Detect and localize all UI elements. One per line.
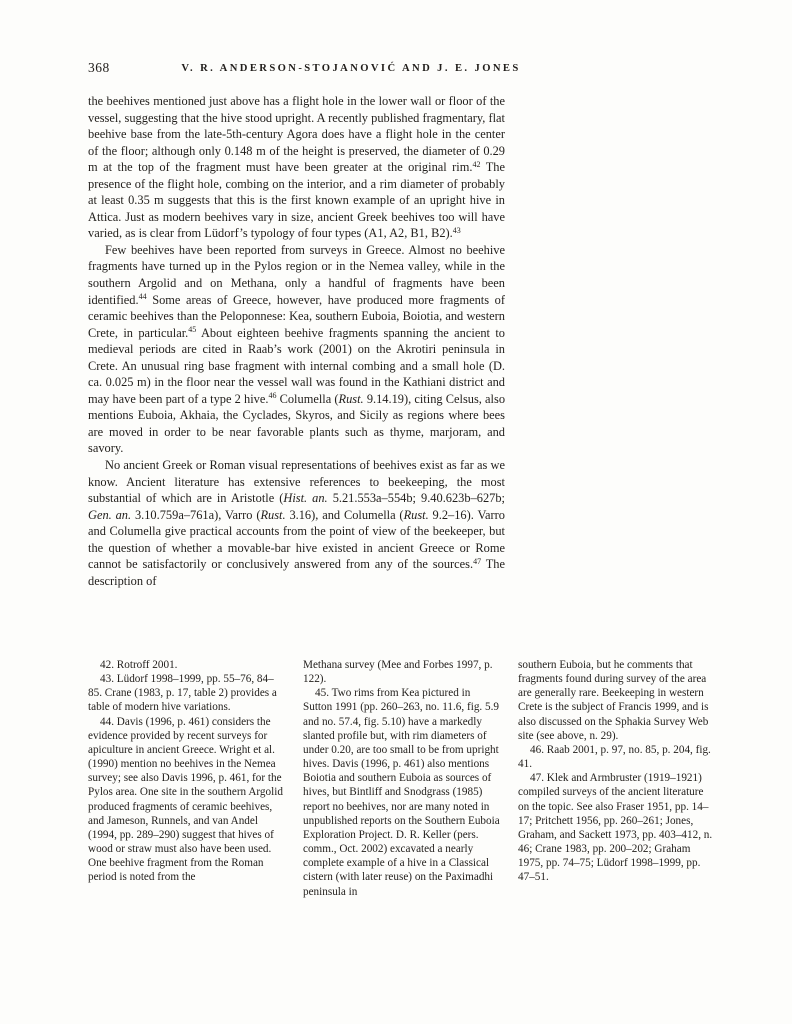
text-run: No ancient Greek or Roman visual representations of beehives exist as far as we know. Ancient literature has extensive references to beekeeping, the most substantial of which are in Aristotle ( bbox=[88, 458, 505, 506]
text-run: 3.16), and Columella ( bbox=[285, 507, 404, 522]
italic-citation: Rust. bbox=[260, 507, 286, 522]
text-run: 9.14.19), citing Celsus, also mentions Euboia, Akhaia, the Cyclades, Skyros, and Sicily as regions where bees are moved in order to be near favorable plants such as thyme, marjoram, and savory. bbox=[88, 391, 506, 456]
footnote: 44. Davis (1996, p. 461) considers the evidence provided by recent surveys for apiculture in ancient Greece. Wright et al. (1990) mention no beehives in the Nemea survey; see also Davis 1996, p. 461, for the Pylos area. One site in the southern Argolid produced fragments of ceramic beehives, and Jameson, Runnels, and van Andel (1994, pp. 289–290) suggest that hives of wood or straw must also have been used. One beehive fragment from the Roman period is noted from the bbox=[88, 715, 283, 884]
body-paragraph bbox=[88, 93, 505, 242]
footnote-column bbox=[303, 658, 501, 899]
text-run: About eighteen beehive fragments spanning the ancient to medieval periods are cited in Raab’s work (2001) on the Akrotiri peninsula in Crete. An unusual ring base fragment with internal combing and a small hole (D. ca. 0.025 m) in the floor near the vessel wall was found in the Kathiani district and may have been part of a type 2 hive. bbox=[88, 325, 505, 406]
footnote: 42. Rotroff 2001. bbox=[100, 659, 178, 671]
footnote: 45. Two rims from Kea pictured in Sutton 1991 (pp. 260–263, no. 11.6, fig. 5.9 and no. 57.4, fig. 5.10) have a markedly slanted profile but, with rim diameters of under 0.20, are too small to be from upright hives. Davis (1996, p. 461) also mentions Boiotia and southern Euboia as sources of hives, but Bintliff and Snodgrass (1985) report no beehives, nor are many noted in unpublished reports on the Southern Euboia Exploration Project. D. R. Keller (pers. comm., Oct. 2002) excavated a nearly complete example of a hive in a Classical cistern (with later reuse) on the Paximadhi peninsula in bbox=[303, 687, 500, 898]
footnote-column bbox=[88, 658, 286, 899]
footnote-reference: 47 bbox=[473, 556, 482, 566]
text-run: Columella ( bbox=[276, 391, 339, 406]
page-number: 368 bbox=[88, 60, 110, 75]
italic-citation: Gen. an. bbox=[88, 507, 132, 522]
footnote-reference: 43 bbox=[452, 225, 461, 235]
italic-citation: Rust. bbox=[338, 391, 364, 406]
footnote: Methana survey (Mee and Forbes 1997, p. 122). bbox=[303, 659, 493, 686]
page-header bbox=[88, 60, 712, 80]
footnote-reference: 45 bbox=[188, 325, 197, 335]
footnotes bbox=[88, 658, 716, 899]
article-body bbox=[88, 93, 505, 589]
footnote: southern Euboia, but he comments that fragments found during survey of the area are generally rare. Beekeeping in western Crete is the subject of Francis 1999, and is also discussed on the Sphakia Survey Web site (see above, n. 29). bbox=[518, 659, 709, 742]
footnote-reference: 46 bbox=[268, 391, 277, 401]
text-run: The description of bbox=[88, 557, 505, 588]
footnote: 47. Klek and Armbruster (1919–1921) compiled surveys of the ancient literature on the topic. See also Fraser 1951, pp. 14–17; Pritchett 1956, pp. 260–261; Jones, Graham, and Sackett 1973, pp. 403–412, n. 46; Crane 1983, pp. 200–202; Graham 1975, pp. 74–75; Lüdorf 1998–1999, pp. 47–51. bbox=[518, 772, 713, 884]
text-run: 9.2–16). Varro and Columella give practical accounts from the point of view of the beekeeper, but the question of whether a movable-bar hive existed in ancient Greece or Rome cannot be satisfactorily or conclusively answered from any of the sources. bbox=[88, 507, 506, 572]
body-paragraph bbox=[88, 457, 505, 589]
text-run: 5.21.553a–554b; 9.40.623b–627b; bbox=[327, 491, 505, 506]
text-run: 3.10.759a–761a), Varro ( bbox=[131, 507, 261, 522]
footnote-reference: 42 bbox=[472, 159, 481, 169]
footnote-reference: 44 bbox=[138, 292, 147, 302]
italic-citation: Rust. bbox=[403, 507, 429, 522]
running-title: V. R. ANDERSON-STOJANOVIĆ AND J. E. JONES bbox=[181, 62, 521, 74]
footnote-column bbox=[518, 658, 716, 899]
text-run: Few beehives have been reported from surveys in Greece. Almost no beehive fragments have turned up in the Pylos region or in the Nemea valley, while in the southern Argolid and on Methana, only a handful of fragments have been identified. bbox=[88, 242, 505, 307]
text-run: the beehives mentioned just above has a flight hole in the lower wall or floor of the vessel, suggesting that the hive stood upright. A recently published fragmentary, flat beehive base from the late-5th-century Agora does have a flight hole in the center of the floor; although only 0.148 m of the height is preserved, the diameter of 0.29 m at the top of the fragment must have been greater at the original rim. bbox=[88, 94, 505, 175]
text-run: The presence of the flight hole, combing on the interior, and a rim diameter of probably at least 0.35 m suggests that this is the first known example of an upright hive in Attica. Just as modern beehives vary in size, ancient Greek beehives too will have varied, as is clear from Lüdorf’s typology of four types (A1, A2, B1, B2). bbox=[88, 160, 505, 241]
body-paragraph bbox=[88, 242, 505, 457]
text-run: Some areas of Greece, however, have produced more fragments of ceramic beehives than the Peloponnese: Kea, southern Euboia, Boiotia, and western Crete, in particular. bbox=[88, 292, 505, 340]
footnote: 46. Raab 2001, p. 97, no. 85, p. 204, fig. 41. bbox=[518, 743, 711, 771]
footnote: 43. Lüdorf 1998–1999, pp. 55–76, 84–85. Crane (1983, p. 17, table 2) provides a table of modern hive variations. bbox=[88, 673, 277, 714]
italic-citation: Hist. an. bbox=[283, 491, 328, 506]
